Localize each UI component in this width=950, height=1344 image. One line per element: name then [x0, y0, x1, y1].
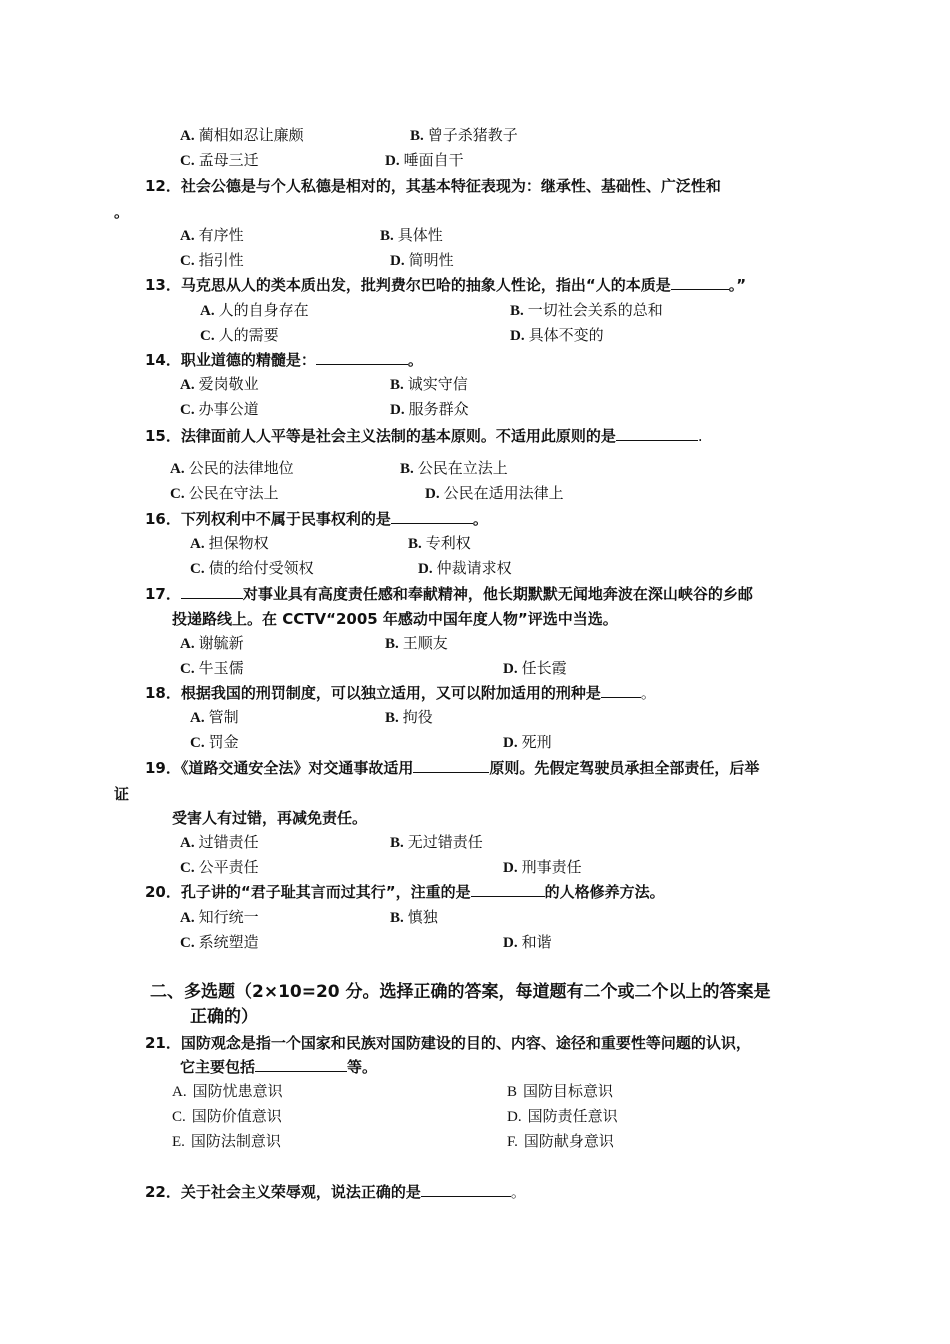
q16-option-c	[190, 558, 314, 579]
q12-stem-tail: 。	[114, 203, 130, 221]
option-text: 人的需要	[218, 326, 279, 344]
option-letter: A.	[190, 710, 205, 726]
q21-option-c	[172, 1106, 282, 1127]
q11-option-a	[180, 125, 304, 146]
stem-text: 18．根据我国的刑罚制度，可以独立适用，又可以附加适用的刑种是	[145, 684, 601, 702]
q11-option-c	[180, 150, 259, 171]
q20-option-b	[390, 907, 438, 928]
stem-text: 15．法律面前人人平等是社会主义法制的基本原则。不适用此原则的是	[145, 427, 616, 445]
stem-text: 。	[640, 684, 656, 702]
q15-stem	[145, 426, 703, 446]
q17-option-d	[503, 658, 567, 679]
q12-option-d	[390, 250, 454, 271]
option-letter: D.	[510, 328, 525, 344]
option-letter: A.	[172, 1084, 187, 1100]
q19-option-a	[180, 832, 259, 853]
option-letter: A.	[190, 536, 205, 552]
q21-option-a	[172, 1081, 283, 1102]
option-letter: A.	[180, 835, 195, 851]
section-2-title-line2: 正确的）	[190, 1007, 258, 1027]
q17-option-b	[385, 633, 448, 654]
q12-option-c	[180, 250, 244, 271]
option-letter: B.	[385, 636, 399, 652]
q18-option-d	[503, 732, 552, 753]
stem-text: 16．下列权利中不属于民事权利的是	[145, 510, 391, 528]
option-letter: A.	[180, 636, 195, 652]
option-text: 办事公道	[198, 400, 259, 418]
option-text: 简明性	[408, 251, 454, 269]
q17-option-a	[180, 633, 244, 654]
option-text: 公民在适用法律上	[443, 484, 564, 502]
option-text: 蔺相如忍让廉颇	[198, 126, 304, 144]
q16-stem	[145, 509, 488, 529]
stem-text: 它主要包括	[180, 1058, 256, 1076]
q14-option-d	[390, 399, 469, 420]
stem-text: 17．	[145, 585, 181, 603]
option-text: 指引性	[198, 251, 244, 269]
stem-text: 19．《道路交通安全法》对交通事故适用	[145, 759, 414, 777]
option-text: 知行统一	[198, 908, 259, 926]
q18-option-c	[190, 732, 239, 753]
q17-stem	[145, 584, 753, 604]
stem-text: 14．职业道德的精髓是：	[145, 351, 316, 369]
option-letter: D.	[425, 486, 440, 502]
q21-option-d	[507, 1106, 618, 1127]
option-letter: B.	[408, 536, 422, 552]
answer-blank	[413, 758, 489, 773]
q13-option-d	[510, 325, 604, 346]
option-letter: C.	[180, 253, 195, 269]
option-letter: C.	[180, 402, 195, 418]
option-text: 公民在守法上	[188, 484, 279, 502]
option-text: 国防责任意识	[527, 1107, 618, 1125]
option-text: 有序性	[198, 226, 244, 244]
q13-option-b	[510, 300, 663, 321]
q19-stem-line2: 受害人有过错，再减免责任。	[172, 809, 368, 827]
q21-option-b	[507, 1081, 613, 1102]
option-text: 孟母三迁	[198, 151, 259, 169]
option-letter: C.	[190, 561, 205, 577]
option-letter: B.	[385, 710, 399, 726]
option-text: 国防忧患意识	[192, 1082, 283, 1100]
stem-text: 20．孔子讲的“君子耻其言而过其行”，注重的是	[145, 883, 471, 901]
stem-text: 22．关于社会主义荣辱观，说法正确的是	[145, 1183, 421, 1201]
q19-option-d	[503, 857, 582, 878]
q18-option-b	[385, 707, 433, 728]
option-text: 一切社会关系的总和	[527, 301, 663, 319]
option-text: 国防目标意识	[523, 1082, 614, 1100]
option-letter: D.	[507, 1109, 522, 1125]
option-letter: D.	[503, 860, 518, 876]
q19-stem-wrap: 证	[114, 785, 130, 803]
option-letter: B.	[390, 835, 404, 851]
option-text: 过错责任	[198, 833, 259, 851]
q14-option-b	[390, 374, 468, 395]
option-letter: D.	[390, 253, 405, 269]
option-letter: B.	[510, 303, 524, 319]
stem-text: 原则。先假定驾驶员承担全部责任，后举	[489, 759, 760, 777]
option-text: 公民在立法上	[417, 459, 508, 477]
answer-blank	[616, 426, 698, 441]
stem-text: 等。	[347, 1058, 378, 1076]
option-text: 专利权	[425, 534, 471, 552]
q13-option-a	[200, 300, 309, 321]
q14-stem	[145, 350, 423, 370]
option-letter: C.	[200, 328, 215, 344]
q22-stem	[145, 1182, 526, 1202]
q21-option-e	[172, 1131, 281, 1152]
option-text: 谢毓新	[198, 634, 244, 652]
option-text: 爱岗敬业	[198, 375, 259, 393]
option-letter: D.	[390, 402, 405, 418]
q19-option-b	[390, 832, 483, 853]
option-letter: B.	[390, 910, 404, 926]
q15-option-b	[400, 458, 508, 479]
answer-blank	[671, 275, 729, 290]
q18-option-a	[190, 707, 239, 728]
option-text: 死刑	[521, 733, 552, 751]
stem-text: 。	[510, 1183, 526, 1201]
option-letter: A.	[170, 461, 185, 477]
q20-option-a	[180, 907, 259, 928]
q15-option-d	[425, 483, 564, 504]
option-letter: C.	[170, 486, 185, 502]
q20-option-d	[503, 932, 552, 953]
option-letter: A.	[180, 128, 195, 144]
option-text: 罚金	[208, 733, 239, 751]
option-text: 管制	[208, 708, 239, 726]
option-text: 仲裁请求权	[436, 559, 512, 577]
option-text: 国防法制意识	[190, 1132, 281, 1150]
option-text: 担保物权	[208, 534, 269, 552]
q14-option-a	[180, 374, 259, 395]
stem-text: .	[697, 427, 703, 445]
answer-blank	[181, 584, 243, 599]
option-letter: B	[507, 1084, 518, 1100]
answer-blank	[421, 1182, 511, 1197]
q12-stem: 12．社会公德是与个人私德是相对的，其基本特征表现为：继承性、基础性、广泛性和	[145, 177, 721, 195]
option-letter: F.	[507, 1134, 518, 1150]
q17-stem-line2: 投递路线上。在 CCTV“2005 年感动中国年度人物”评选中当选。	[172, 610, 618, 628]
option-letter: D.	[503, 661, 518, 677]
option-text: 王顺友	[402, 634, 448, 652]
q12-option-b	[380, 225, 443, 246]
option-text: 公民的法律地位	[188, 459, 294, 477]
q21-option-f	[507, 1131, 614, 1152]
option-letter: B.	[380, 228, 394, 244]
option-letter: D.	[418, 561, 433, 577]
q15-option-a	[170, 458, 294, 479]
q17-option-c	[180, 658, 244, 679]
option-letter: C.	[190, 735, 205, 751]
option-letter: A.	[180, 228, 195, 244]
option-text: 系统塑造	[198, 933, 259, 951]
q19-option-c	[180, 857, 259, 878]
option-text: 国防献身意识	[523, 1132, 614, 1150]
option-text: 具体不变的	[528, 326, 604, 344]
option-text: 公平责任	[198, 858, 259, 876]
answer-blank	[255, 1057, 347, 1072]
answer-blank	[316, 350, 408, 365]
option-letter: D.	[503, 935, 518, 951]
option-text: 慎独	[407, 908, 438, 926]
answer-blank	[601, 683, 641, 698]
stem-text: 。	[472, 510, 488, 528]
q20-option-c	[180, 932, 259, 953]
stem-text: 13．马克思从人的类本质出发，批判费尔巴哈的抽象人性论，指出“人的本质是	[145, 276, 671, 294]
option-text: 和谐	[521, 933, 552, 951]
option-text: 任长霞	[521, 659, 567, 677]
stem-text: 。”	[728, 276, 747, 294]
answer-blank	[471, 882, 545, 897]
option-text: 曾子杀猪教子	[427, 126, 518, 144]
q21-stem-line2	[180, 1057, 377, 1077]
stem-text: 对事业具有高度责任感和奉献精神，他长期默默无闻地奔波在深山峡谷的乡邮	[242, 585, 753, 603]
option-letter: C.	[180, 935, 195, 951]
option-letter: D.	[385, 153, 400, 169]
stem-text: 。	[407, 351, 423, 369]
option-letter: A.	[200, 303, 215, 319]
option-letter: C.	[180, 153, 195, 169]
q13-stem	[145, 275, 746, 295]
q16-option-b	[408, 533, 471, 554]
option-letter: C.	[180, 860, 195, 876]
q11-option-b	[410, 125, 518, 146]
option-text: 拘役	[402, 708, 433, 726]
option-text: 人的自身存在	[218, 301, 309, 319]
q13-option-c	[200, 325, 279, 346]
q16-option-a	[190, 533, 269, 554]
q19-stem	[145, 758, 759, 778]
option-letter: B.	[410, 128, 424, 144]
option-text: 刑事责任	[521, 858, 582, 876]
option-letter: C.	[180, 661, 195, 677]
option-letter: A.	[180, 377, 195, 393]
option-text: 债的给付受领权	[208, 559, 314, 577]
option-text: 国防价值意识	[191, 1107, 282, 1125]
option-text: 唾面自干	[403, 151, 464, 169]
option-text: 牛玉儒	[198, 659, 244, 677]
q15-option-c	[170, 483, 279, 504]
option-letter: C.	[172, 1109, 186, 1125]
q20-stem	[145, 882, 665, 902]
q11-option-d	[385, 150, 464, 171]
option-letter: B.	[390, 377, 404, 393]
q18-stem	[145, 683, 656, 703]
option-text: 具体性	[397, 226, 443, 244]
q12-option-a	[180, 225, 244, 246]
option-letter: A.	[180, 910, 195, 926]
option-text: 服务群众	[408, 400, 469, 418]
q16-option-d	[418, 558, 512, 579]
option-letter: B.	[400, 461, 414, 477]
option-text: 无过错责任	[407, 833, 483, 851]
option-letter: D.	[503, 735, 518, 751]
stem-text: 的人格修养方法。	[544, 883, 665, 901]
q14-option-c	[180, 399, 259, 420]
option-letter: E.	[172, 1134, 185, 1150]
answer-blank	[391, 509, 473, 524]
option-text: 诚实守信	[407, 375, 468, 393]
q21-stem: 21．国防观念是指一个国家和民族对国防建设的目的、内容、途径和重要性等问题的认识，	[145, 1034, 751, 1052]
section-2-title: 二、多选题（2×10=20 分。选择正确的答案，每道题有二个或二个以上的答案是	[150, 982, 771, 1002]
